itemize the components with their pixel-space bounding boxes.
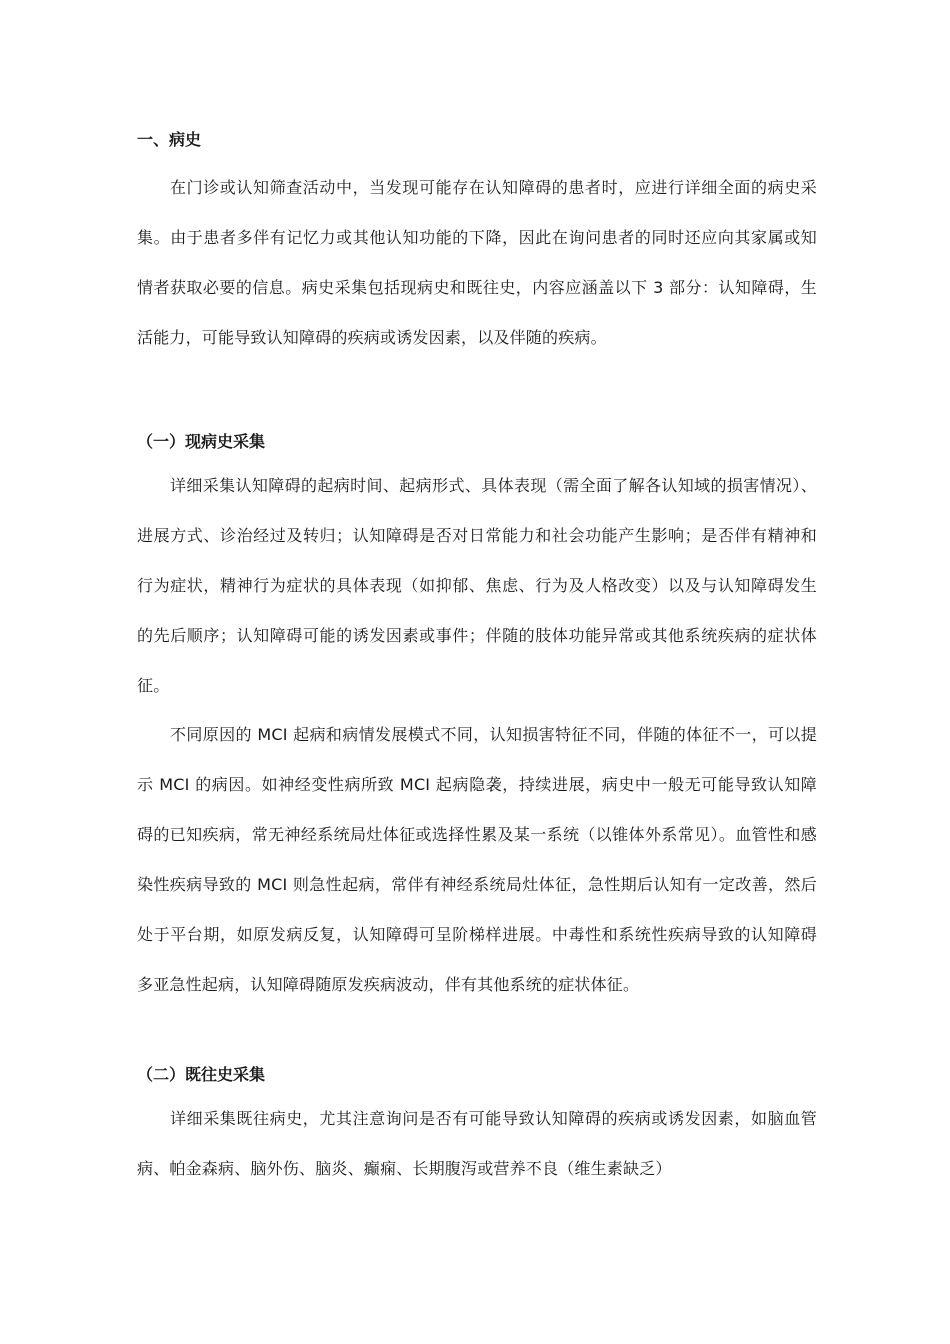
subsection-heading-present-history: （一）现病史采集 bbox=[137, 432, 266, 451]
paragraph-present-history-collection: 详细采集认知障碍的起病时间、起病形式、具体表现（需全面了解各认知域的损害情况）、进展方式、诊治经过及转归；认知障碍是否对日常能力和社会功能产生影响；是否伴有精神和行为症状，精神行为症状的具体表现（如抑郁、焦虑、行为及人格改变）以及与认知障碍发生的先后顺序；认知障碍可能的诱发因素或事件；伴随的肢体功能异常或其他系统疾病的症状体征。 bbox=[137, 476, 817, 695]
subsection-heading-past-history: （二）既往史采集 bbox=[137, 1065, 266, 1084]
section-heading-medical-history: 一、病史 bbox=[137, 130, 202, 149]
paragraph-history-intro: 在门诊或认知筛查活动中，当发现可能存在认知障碍的患者时，应进行详细全面的病史采集。由于患者多伴有记忆力或其他认知功能的下降，因此在询问患者的同时还应向其家属或知情者获取必要的信息。病史采集包括现病史和既往史，内容应涵盖以下 3 部分：认知障碍，生活能力，可能导致认知障碍的疾病或诱发因素，以及伴随的疾病。 bbox=[137, 178, 817, 347]
paragraph-mci-etiology: 不同原因的 MCI 起病和病情发展模式不同，认知损害特征不同，伴随的体征不一，可以提示 MCI 的病因。如神经变性病所致 MCI 起病隐袭，持续进展，病史中一般无可能导致认知障碍的已知疾病，常无神经系统局灶体征或选择性累及某一系统（以锥体外系常见）。血管性和感染性疾病导致的 MCI 则急性起病，常伴有神经系统局灶体征，急性期后认知有一定改善，然后处于平台期，如原发病反复，认知障碍可呈阶梯样进展。中毒性和系统性疾病导致的认知障碍多亚急性起病，认知障碍随原发疾病波动，伴有其他系统的症状体征。 bbox=[137, 725, 817, 994]
paragraph-past-history-collection: 详细采集既往病史，尤其注意询问是否有可能导致认知障碍的疾病或诱发因素，如脑血管病、帕金森病、脑外伤、脑炎、癫痫、长期腹泻或营养不良（维生素缺乏） bbox=[137, 1109, 817, 1178]
